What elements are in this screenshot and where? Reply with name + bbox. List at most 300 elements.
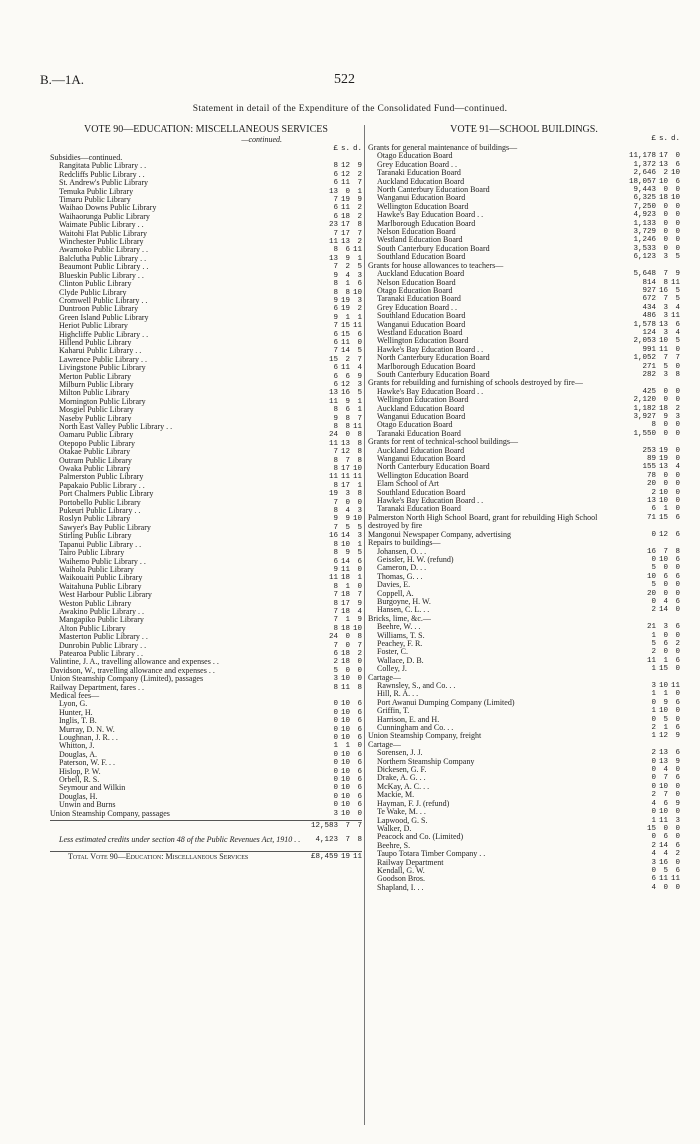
ledger-pence: 1 bbox=[357, 574, 362, 583]
ledger-row bbox=[50, 784, 362, 792]
ledger-pounds: 7,250 bbox=[633, 202, 656, 211]
ledger-shillings: 7 bbox=[663, 547, 668, 556]
ledger-row bbox=[368, 447, 680, 455]
ledger-shillings: 17 bbox=[340, 465, 350, 474]
ledger-row-label: Otepopo Public Library bbox=[59, 439, 135, 448]
ledger-row-label: Tapanui Public Library . . bbox=[59, 540, 142, 549]
ledger-row bbox=[50, 440, 362, 448]
vote-90-heading: VOTE 90—EDUCATION: MISCELLANEOUS SERVICES bbox=[84, 124, 328, 135]
ledger-row bbox=[368, 564, 680, 572]
ledger-shillings: 12 bbox=[340, 162, 350, 171]
ledger-pounds: 282 bbox=[642, 370, 656, 379]
ledger-row bbox=[368, 859, 680, 867]
ledger-shillings: 9 bbox=[345, 254, 350, 263]
ledger-row-label: Union Steamship Company, freight bbox=[368, 732, 482, 741]
ledger-row-label: Union Steamship Company, passages bbox=[50, 809, 170, 818]
ledger-shillings: 8 bbox=[345, 414, 350, 423]
ledger-pence: 6 bbox=[357, 734, 362, 743]
ledger-row-label: Merton Public Library bbox=[59, 372, 131, 381]
ledger-pounds: 672 bbox=[642, 295, 656, 304]
ledger-shillings: 19 bbox=[658, 446, 668, 455]
ledger-row bbox=[368, 573, 680, 581]
ledger-pounds: 0 bbox=[333, 750, 338, 759]
ledger-pounds: 9 bbox=[333, 313, 338, 322]
ledger-pence: 3 bbox=[357, 532, 362, 541]
ledger-pounds: 6 bbox=[333, 372, 338, 381]
ledger-shillings: 0 bbox=[345, 641, 350, 650]
ledger-pence: 0 bbox=[675, 396, 680, 405]
ledger-row-label: Taranaki Education Board bbox=[377, 505, 461, 514]
ledger-pence: 1 bbox=[357, 397, 362, 406]
ledger-row-label: Peachey, F. R. bbox=[377, 639, 423, 648]
ledger-pounds: 1 bbox=[651, 631, 656, 640]
ledger-shillings: 2 bbox=[345, 263, 350, 272]
ledger-pence: 6 bbox=[357, 759, 362, 768]
ledger-row-label: Hansen, C. L. . . bbox=[377, 606, 430, 615]
ledger-shillings: 8 bbox=[345, 423, 350, 431]
ledger-pounds: 6 bbox=[333, 330, 338, 339]
page-number: 522 bbox=[334, 72, 355, 87]
ledger-row bbox=[368, 438, 680, 446]
ledger-row-label: Owaka Public Library bbox=[59, 465, 131, 474]
ledger-row bbox=[368, 808, 680, 816]
ledger-pence: 7 bbox=[357, 591, 362, 600]
ledger-pence: 0 bbox=[357, 498, 362, 507]
ledger-row bbox=[368, 279, 680, 287]
ledger-pence: 0 bbox=[357, 666, 362, 675]
ledger-pence: 6 bbox=[357, 700, 362, 709]
ledger-row bbox=[50, 524, 362, 532]
ledger-row bbox=[50, 642, 362, 650]
ledger-pence: 1 bbox=[357, 254, 362, 263]
ledger-pence: 6 bbox=[357, 767, 362, 776]
vote-90-column bbox=[50, 124, 362, 861]
ledger-shillings: 13 bbox=[658, 757, 668, 766]
ledger-shillings: 5 bbox=[663, 866, 668, 875]
ledger-shillings: 12 bbox=[340, 380, 350, 389]
ledger-pence: 5 bbox=[357, 523, 362, 532]
ledger-shillings: 19 bbox=[340, 296, 350, 305]
ledger-shillings: 0 bbox=[663, 228, 668, 237]
ledger-row bbox=[368, 690, 680, 698]
ledger-pounds: 6,325 bbox=[633, 194, 656, 203]
ledger-pence: 5 bbox=[675, 253, 680, 262]
ledger-pounds: 6 bbox=[333, 649, 338, 658]
ledger-pence: 1 bbox=[357, 406, 362, 415]
ledger-pounds: 3,729 bbox=[633, 228, 656, 237]
ledger-pence: 6 bbox=[675, 320, 680, 329]
ledger-row bbox=[50, 238, 362, 246]
ledger-shillings: 10 bbox=[340, 734, 350, 743]
ledger-row-label: Cartage— bbox=[368, 673, 401, 682]
ledger-row bbox=[50, 356, 362, 364]
ledger-pounds: 8 bbox=[333, 599, 338, 608]
ledger-pounds: 3 bbox=[333, 675, 338, 684]
ledger-shillings: 10 bbox=[658, 497, 668, 506]
ledger-pounds: 15 bbox=[646, 824, 656, 833]
ledger-row bbox=[50, 583, 362, 591]
ledger-row bbox=[368, 321, 680, 329]
ledger-row-label: Highcliffe Public Library . . bbox=[59, 330, 149, 339]
ledger-row-label: Wallace, D. B. bbox=[377, 656, 424, 665]
ledger-row bbox=[368, 732, 680, 740]
ledger-shillings: 10 bbox=[340, 717, 350, 726]
ledger-pounds: 8 bbox=[333, 465, 338, 474]
ledger-pounds: 11 bbox=[328, 473, 338, 482]
ledger-shillings: 10 bbox=[340, 750, 350, 759]
ledger-row bbox=[50, 448, 362, 456]
ledger-pence: 6 bbox=[357, 792, 362, 801]
ledger-pence: 0 bbox=[675, 429, 680, 438]
ledger-row bbox=[368, 791, 680, 799]
ledger-row-label: Winchester Public Library bbox=[59, 238, 144, 247]
ledger-pence: 0 bbox=[675, 581, 680, 590]
ledger-pounds: 8 bbox=[333, 507, 338, 516]
ledger-shillings: 9 bbox=[345, 397, 350, 406]
ledger-row-label: Port Chalmers Public Library bbox=[59, 490, 154, 499]
ledger-pounds: 6 bbox=[333, 364, 338, 373]
ledger-shillings: 0 bbox=[663, 429, 668, 438]
ledger-shillings: 7 bbox=[345, 456, 350, 465]
ledger-row bbox=[368, 884, 680, 892]
ledger-row bbox=[368, 674, 680, 682]
subtotal-pounds: 12,583 bbox=[310, 822, 338, 831]
ledger-row bbox=[50, 692, 362, 700]
ledger-row-label: Waihemo Public Library . . bbox=[59, 557, 146, 566]
ledger-row-label: Auckland Education Board bbox=[377, 404, 465, 413]
ledger-pounds: 10 bbox=[646, 572, 656, 581]
ledger-row bbox=[368, 186, 680, 194]
ledger-shillings: 10 bbox=[340, 801, 350, 810]
ledger-pence: 9 bbox=[357, 599, 362, 608]
ledger-pence: 0 bbox=[675, 589, 680, 598]
ledger-row-label: Cunningham and Co. . . bbox=[377, 724, 454, 733]
ledger-row-label: Hunter, H. bbox=[59, 708, 93, 717]
ledger-shillings: 10 bbox=[340, 540, 350, 549]
ledger-pounds: 20 bbox=[646, 480, 656, 489]
ledger-pounds: 7 bbox=[333, 498, 338, 507]
ledger-pounds: 3,927 bbox=[633, 413, 656, 421]
ledger-pounds: 2 bbox=[333, 658, 338, 667]
ledger-shillings: 2 bbox=[663, 169, 668, 178]
ledger-row-label: Lawrence Public Library . . bbox=[59, 355, 147, 364]
ledger-row-label: Beehre, S. bbox=[377, 841, 411, 850]
ledger-pounds: 0 bbox=[651, 782, 656, 791]
ledger-pounds: 3 bbox=[333, 809, 338, 818]
ledger-row-label: Livingstone Public Library bbox=[59, 364, 146, 373]
subtotal-row bbox=[50, 820, 362, 830]
ledger-pence: 0 bbox=[675, 665, 680, 674]
vote-90-subheading: —continued. bbox=[241, 135, 282, 144]
ledger-shillings: 0 bbox=[663, 824, 668, 833]
ledger-pence: 0 bbox=[357, 565, 362, 574]
ledger-shillings: 17 bbox=[340, 221, 350, 230]
ledger-pounds: 15 bbox=[328, 355, 338, 364]
ledger-pence: 6 bbox=[357, 784, 362, 793]
ledger-pounds: 13 bbox=[328, 254, 338, 263]
ledger-pounds: 1 bbox=[333, 742, 338, 751]
ledger-row bbox=[50, 600, 362, 608]
ledger-pence: 1 bbox=[357, 313, 362, 322]
ledger-row-label: Alton Public Library bbox=[59, 624, 126, 633]
ledger-pounds: 13 bbox=[328, 187, 338, 196]
ledger-pence: 3 bbox=[357, 296, 362, 305]
ledger-row-label: Kendall, G. W. bbox=[377, 866, 425, 875]
ledger-row-label: Waihaorunga Public Library bbox=[59, 212, 150, 221]
ledger-shillings: 14 bbox=[340, 557, 350, 566]
ledger-shillings: 0 bbox=[663, 480, 668, 489]
ledger-row bbox=[368, 253, 680, 261]
ledger-pounds: 2,646 bbox=[633, 169, 656, 178]
ledger-row bbox=[50, 558, 362, 566]
ledger-pounds: 1,182 bbox=[633, 404, 656, 413]
ledger-shillings: 13 bbox=[340, 439, 350, 448]
ledger-row bbox=[50, 457, 362, 465]
ledger-row-label: Repairs to buildings— bbox=[368, 539, 441, 548]
ledger-pence: 7 bbox=[357, 229, 362, 238]
ledger-shillings: 15 bbox=[340, 322, 350, 331]
ledger-pounds: 19 bbox=[328, 490, 338, 499]
ledger-pounds: 0 bbox=[651, 530, 656, 539]
total-label: Total Vote 90—Education: Miscellaneous Services bbox=[68, 852, 249, 861]
ledger-pence: 3 bbox=[675, 413, 680, 421]
ledger-shillings: 6 bbox=[663, 799, 668, 808]
ledger-row bbox=[368, 413, 680, 421]
ledger-row bbox=[368, 657, 680, 665]
ledger-row bbox=[50, 406, 362, 414]
ledger-pence: 0 bbox=[675, 186, 680, 195]
ledger-row-label: Seymour and Wilkin bbox=[59, 784, 126, 793]
ledger-pounds: 0 bbox=[651, 833, 656, 842]
ledger-row bbox=[368, 245, 680, 253]
ledger-row-label: Waihao Downs Public Library bbox=[59, 204, 157, 213]
ledger-row bbox=[368, 758, 680, 766]
ledger-row-label: Foster, C. bbox=[377, 648, 409, 657]
ledger-pence: 0 bbox=[675, 883, 680, 892]
ledger-row-label: Taranaki Education Board bbox=[377, 429, 461, 438]
ledger-row-label: Davidson, W., travelling allowance and expenses . . bbox=[50, 666, 215, 675]
ledger-row bbox=[368, 169, 680, 177]
ledger-pounds: 6,123 bbox=[633, 253, 656, 262]
ledger-pounds: 16 bbox=[328, 532, 338, 541]
ledger-row-label: Paterson, W. F. . . bbox=[59, 759, 116, 768]
ledger-pounds: 4,923 bbox=[633, 211, 656, 220]
ledger-pence: 4 bbox=[675, 463, 680, 472]
ledger-pence: 0 bbox=[675, 858, 680, 867]
total-row bbox=[50, 851, 362, 861]
less-pounds: 4,123 bbox=[315, 835, 338, 844]
ledger-shillings: 0 bbox=[345, 431, 350, 440]
ledger-row-label: Papakaio Public Library . . bbox=[59, 481, 145, 490]
ledger-row-label: Balclutha Public Library . . bbox=[59, 254, 147, 263]
ledger-pounds: 8 bbox=[333, 582, 338, 591]
ledger-pounds: 11 bbox=[646, 656, 656, 665]
ledger-pence: 0 bbox=[675, 211, 680, 220]
ledger-pounds: 3 bbox=[651, 858, 656, 867]
ledger-pence: 2 bbox=[357, 212, 362, 221]
ledger-pounds: 6 bbox=[333, 212, 338, 221]
ledger-shillings: 18 bbox=[658, 404, 668, 413]
ledger-shillings: 10 bbox=[340, 767, 350, 776]
ledger-pence: 4 bbox=[675, 303, 680, 312]
ledger-row bbox=[50, 507, 362, 515]
ledger-row-label: Weston Public Library bbox=[59, 599, 132, 608]
ledger-row bbox=[50, 549, 362, 557]
ledger-pounds: 6 bbox=[333, 204, 338, 213]
ledger-row bbox=[368, 783, 680, 791]
ledger-shillings: 18 bbox=[340, 607, 350, 616]
ledger-pounds: 253 bbox=[642, 446, 656, 455]
statement-title: Statement in detail of the Expenditure of the Consolidated Fund—continued. bbox=[192, 104, 508, 114]
ledger-pence: 0 bbox=[675, 782, 680, 791]
ledger-pounds: 434 bbox=[642, 303, 656, 312]
ledger-pence: 9 bbox=[357, 162, 362, 171]
total-shillings: 19 bbox=[340, 852, 350, 861]
ledger-shillings: 1 bbox=[345, 582, 350, 591]
ledger-row-label: Green Island Public Library bbox=[59, 313, 149, 322]
ledger-row bbox=[368, 178, 680, 186]
ledger-shillings: 4 bbox=[663, 850, 668, 859]
ledger-shillings: 3 bbox=[663, 328, 668, 337]
ledger-pounds: 7 bbox=[333, 347, 338, 356]
ledger-pence: 6 bbox=[675, 597, 680, 606]
ledger-pounds: 9 bbox=[333, 565, 338, 574]
ledger-row-label: Griffin, T. bbox=[377, 707, 410, 716]
ledger-row-label: Walker, D. bbox=[377, 824, 412, 833]
ledger-row bbox=[50, 162, 362, 170]
ledger-pence: 0 bbox=[675, 236, 680, 245]
ledger-pence: 0 bbox=[675, 505, 680, 514]
ledger-pence: 5 bbox=[675, 295, 680, 304]
ledger-pounds: 4 bbox=[651, 883, 656, 892]
ledger-shillings: 17 bbox=[658, 152, 668, 161]
ledger-row bbox=[368, 203, 680, 211]
ledger-pence: 10 bbox=[670, 169, 680, 178]
ledger-pounds: 24 bbox=[328, 431, 338, 440]
ledger-pence: 5 bbox=[357, 549, 362, 558]
ledger-pounds: 0 bbox=[651, 757, 656, 766]
ledger-row bbox=[50, 709, 362, 717]
ledger-row bbox=[50, 389, 362, 397]
ledger-pence: 0 bbox=[675, 648, 680, 657]
ledger-shillings: 0 bbox=[345, 187, 350, 196]
ledger-pounds: 1,578 bbox=[633, 320, 656, 329]
ledger-row bbox=[368, 270, 680, 278]
ledger-row-label: Rawnsley, S., and Co. . . bbox=[377, 682, 456, 690]
ledger-pounds: 8 bbox=[333, 162, 338, 171]
ledger-pounds: 2 bbox=[651, 724, 656, 733]
ledger-row-label: Duntroon Public Library bbox=[59, 305, 139, 314]
ledger-pence: 0 bbox=[675, 766, 680, 775]
ledger-row-label: Mosgiel Public Library bbox=[59, 406, 134, 415]
ledger-shillings: 15 bbox=[658, 665, 668, 674]
ledger-pounds: 0 bbox=[333, 759, 338, 768]
ledger-row-label: Otakae Public Library bbox=[59, 448, 131, 457]
ledger-pounds: 0 bbox=[333, 801, 338, 810]
pounds-header: £ bbox=[333, 145, 338, 153]
ledger-row-label: West Harbour Public Library bbox=[59, 591, 152, 600]
ledger-shillings: 10 bbox=[340, 776, 350, 785]
ledger-pounds: 7 bbox=[333, 229, 338, 238]
ledger-pence: 11 bbox=[352, 246, 362, 255]
ledger-pounds: 11 bbox=[328, 439, 338, 448]
ledger-pence: 10 bbox=[670, 194, 680, 203]
vote-91-heading: VOTE 91—SCHOOL BUILDINGS. bbox=[450, 124, 598, 135]
ledger-shillings: 9 bbox=[345, 549, 350, 558]
ledger-shillings: 11 bbox=[340, 683, 350, 692]
ledger-pounds: 155 bbox=[642, 463, 656, 472]
ledger-row-label: Drake, A. G. . . bbox=[377, 774, 426, 783]
ledger-pence: 6 bbox=[675, 841, 680, 850]
pounds-header: £ bbox=[651, 135, 656, 143]
ledger-pounds: 7 bbox=[333, 591, 338, 600]
ledger-pounds: 78 bbox=[646, 471, 656, 480]
ledger-shillings: 3 bbox=[663, 312, 668, 321]
ledger-row bbox=[50, 541, 362, 549]
ledger-row bbox=[50, 339, 362, 347]
ledger-pounds: 0 bbox=[333, 784, 338, 793]
ledger-row-label: Waitahuna Public Library bbox=[59, 582, 142, 591]
ledger-row bbox=[368, 724, 680, 732]
ledger-shillings: 13 bbox=[340, 238, 350, 247]
ledger-row-label: Naseby Public Library bbox=[59, 414, 132, 423]
ledger-row-label: Taranaki Education Board bbox=[377, 295, 461, 304]
ledger-pence: 11 bbox=[352, 322, 362, 331]
ledger-pounds: 18,057 bbox=[628, 177, 656, 186]
pence-header: d. bbox=[352, 145, 362, 153]
ledger-row-label: Auckland Education Board bbox=[377, 177, 465, 186]
ledger-row bbox=[50, 482, 362, 490]
ledger-pence: 8 bbox=[357, 490, 362, 499]
ledger-row-label: Taupo Totara Timber Company . . bbox=[377, 850, 486, 859]
ledger-pounds: 1 bbox=[651, 816, 656, 825]
ledger-row bbox=[368, 842, 680, 850]
ledger-shillings: 14 bbox=[340, 347, 350, 356]
vote-91-rows bbox=[368, 144, 680, 892]
ledger-row-label: South Canterbury Education Board bbox=[377, 370, 490, 379]
ledger-row bbox=[368, 531, 680, 539]
ledger-row-label: Sorensen, J. J. bbox=[377, 749, 423, 758]
ledger-row-label: Cameron, D. . . bbox=[377, 564, 427, 573]
ledger-shillings: 10 bbox=[658, 177, 668, 186]
ledger-row-label: Auckland Education Board bbox=[377, 270, 465, 279]
ledger-pounds: 0 bbox=[651, 698, 656, 707]
ledger-pounds: 6 bbox=[333, 179, 338, 188]
ledger-row-label: Southland Education Board bbox=[377, 488, 466, 497]
ledger-row-label: Pukeuri Public Library . . bbox=[59, 507, 141, 516]
ledger-row-label: Beaumont Public Library . . bbox=[59, 263, 149, 272]
ledger-pence: 2 bbox=[357, 305, 362, 314]
ledger-row bbox=[368, 211, 680, 219]
ledger-row bbox=[368, 606, 680, 614]
ledger-shillings: 0 bbox=[663, 564, 668, 573]
ledger-shillings: 0 bbox=[663, 211, 668, 220]
ledger-shillings: 1 bbox=[345, 742, 350, 751]
ledger-pounds: 0 bbox=[651, 808, 656, 817]
ledger-pence: 7 bbox=[357, 355, 362, 364]
ledger-row-label: North Canterbury Education Board bbox=[377, 354, 490, 363]
ledger-row bbox=[368, 236, 680, 244]
ledger-row-label: Wanganui Education Board bbox=[377, 194, 466, 203]
ledger-pence: 0 bbox=[357, 742, 362, 751]
ledger-pounds: 8 bbox=[333, 288, 338, 297]
ledger-row bbox=[368, 682, 680, 690]
ledger-pounds: 11 bbox=[328, 238, 338, 247]
ledger-pounds: 9 bbox=[333, 271, 338, 280]
ledger-shillings: 11 bbox=[340, 473, 350, 482]
ledger-shillings: 7 bbox=[663, 295, 668, 304]
ledger-row bbox=[50, 179, 362, 187]
